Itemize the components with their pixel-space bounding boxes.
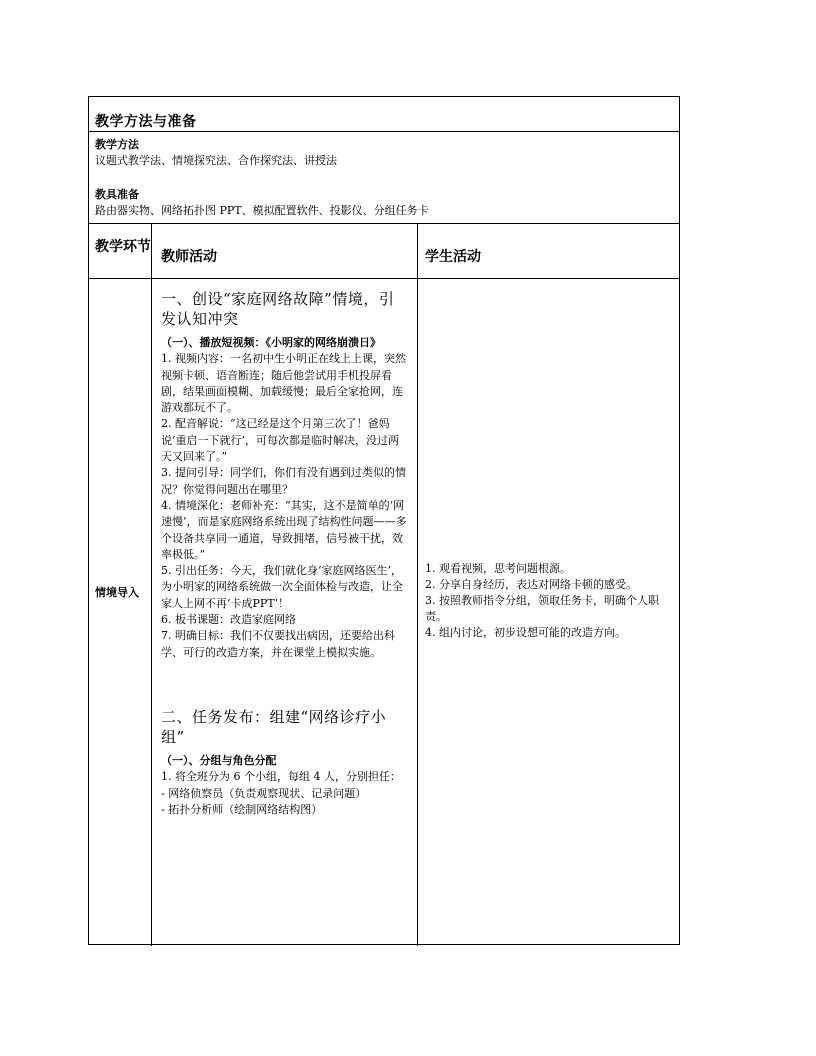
teacher-item: 4. 情境深化：老师补充：“其实，这不是简单的‘网速慢’，而是家庭网络系统出现了结构性问题——多个设备共享同一通道，导致拥堵，信号被干扰，效率极低。” bbox=[161, 498, 407, 561]
teacher-item: 1. 视频内容：一名初中生小明正在线上上课，突然视频卡顿、语音断连；随后他尝试用手机投屏看剧，结果画面模糊、加载缓慢；最后全家抢网，连游戏都玩不了。 bbox=[161, 352, 406, 415]
header-stage: 教学环节 bbox=[95, 239, 151, 255]
methods-text: 议题式教学法、情境探究法、合作探究法、讲授法 bbox=[95, 154, 337, 167]
teacher-item: - 网络侦察员（负责观察现状、记录问题） bbox=[161, 786, 367, 800]
student-item: 1. 观看视频，思考问题根源。 bbox=[425, 562, 571, 575]
part1-subtitle: （一）、播放短视频：《小明家的网络崩溃日》 bbox=[161, 336, 381, 349]
divider bbox=[89, 278, 679, 279]
header-student: 学生活动 bbox=[425, 249, 481, 265]
lesson-plan-table bbox=[88, 96, 680, 945]
section-title: 教学方法与准备 bbox=[95, 114, 197, 130]
column-divider bbox=[417, 223, 418, 946]
header-teacher: 教师活动 bbox=[161, 249, 217, 265]
teacher-item: 6. 板书课题：改造家庭网络 bbox=[161, 613, 296, 627]
methods-heading: 教学方法 bbox=[95, 138, 139, 151]
part2-title: 二、任务发布：组建“网络诊疗小组” bbox=[161, 707, 387, 746]
teacher-activities bbox=[161, 289, 409, 818]
teacher-item: 1. 将全班分为 6 个小组，每组 4 人，分别担任： bbox=[161, 770, 401, 784]
teacher-item: 3. 提问引导：同学们，你们有没有遇到过类似的情况？你觉得问题出在哪里？ bbox=[161, 466, 406, 496]
tools-heading: 教具准备 bbox=[95, 188, 139, 201]
student-item: 4. 组内讨论，初步设想可能的改造方向。 bbox=[425, 626, 626, 639]
teacher-item: 2. 配音解说：“这已经是这个月第三次了！爸妈说‘重启一下就行’，可每次都是临时解决，没过两天又回来了。” bbox=[161, 417, 399, 464]
teacher-item: 7. 明确目标：我们不仅要找出病因，还要给出科学、可行的改造方案，并在课堂上模拟实施。 bbox=[161, 629, 395, 659]
student-activities bbox=[425, 561, 673, 641]
divider bbox=[89, 223, 679, 224]
student-item: 3. 按照教师指令分组，领取任务卡，明确个人职责。 bbox=[425, 594, 659, 623]
methods-and-tools bbox=[95, 137, 675, 219]
teacher-item: - 拓扑分析师（绘制网络结构图） bbox=[161, 802, 323, 816]
teacher-item: 5. 引出任务：今天，我们就化身‘家庭网络医生’，为小明家的网络系统做一次全面体检与改造，让全家人上网不再‘卡成PPT’！ bbox=[161, 564, 403, 610]
stage-label: 情境导入 bbox=[95, 586, 139, 599]
student-item: 2. 分享自身经历，表达对网络卡顿的感受。 bbox=[425, 578, 637, 591]
part2-subtitle: （一）、分组与角色分配 bbox=[161, 753, 277, 767]
part1-title: 一、创设“家庭网络故障”情境，引发认知冲突 bbox=[161, 290, 395, 328]
column-divider bbox=[151, 223, 152, 946]
tools-text: 路由器实物、网络拓扑图 PPT、模拟配置软件、投影仪、分组任务卡 bbox=[95, 204, 429, 217]
divider bbox=[89, 131, 679, 132]
